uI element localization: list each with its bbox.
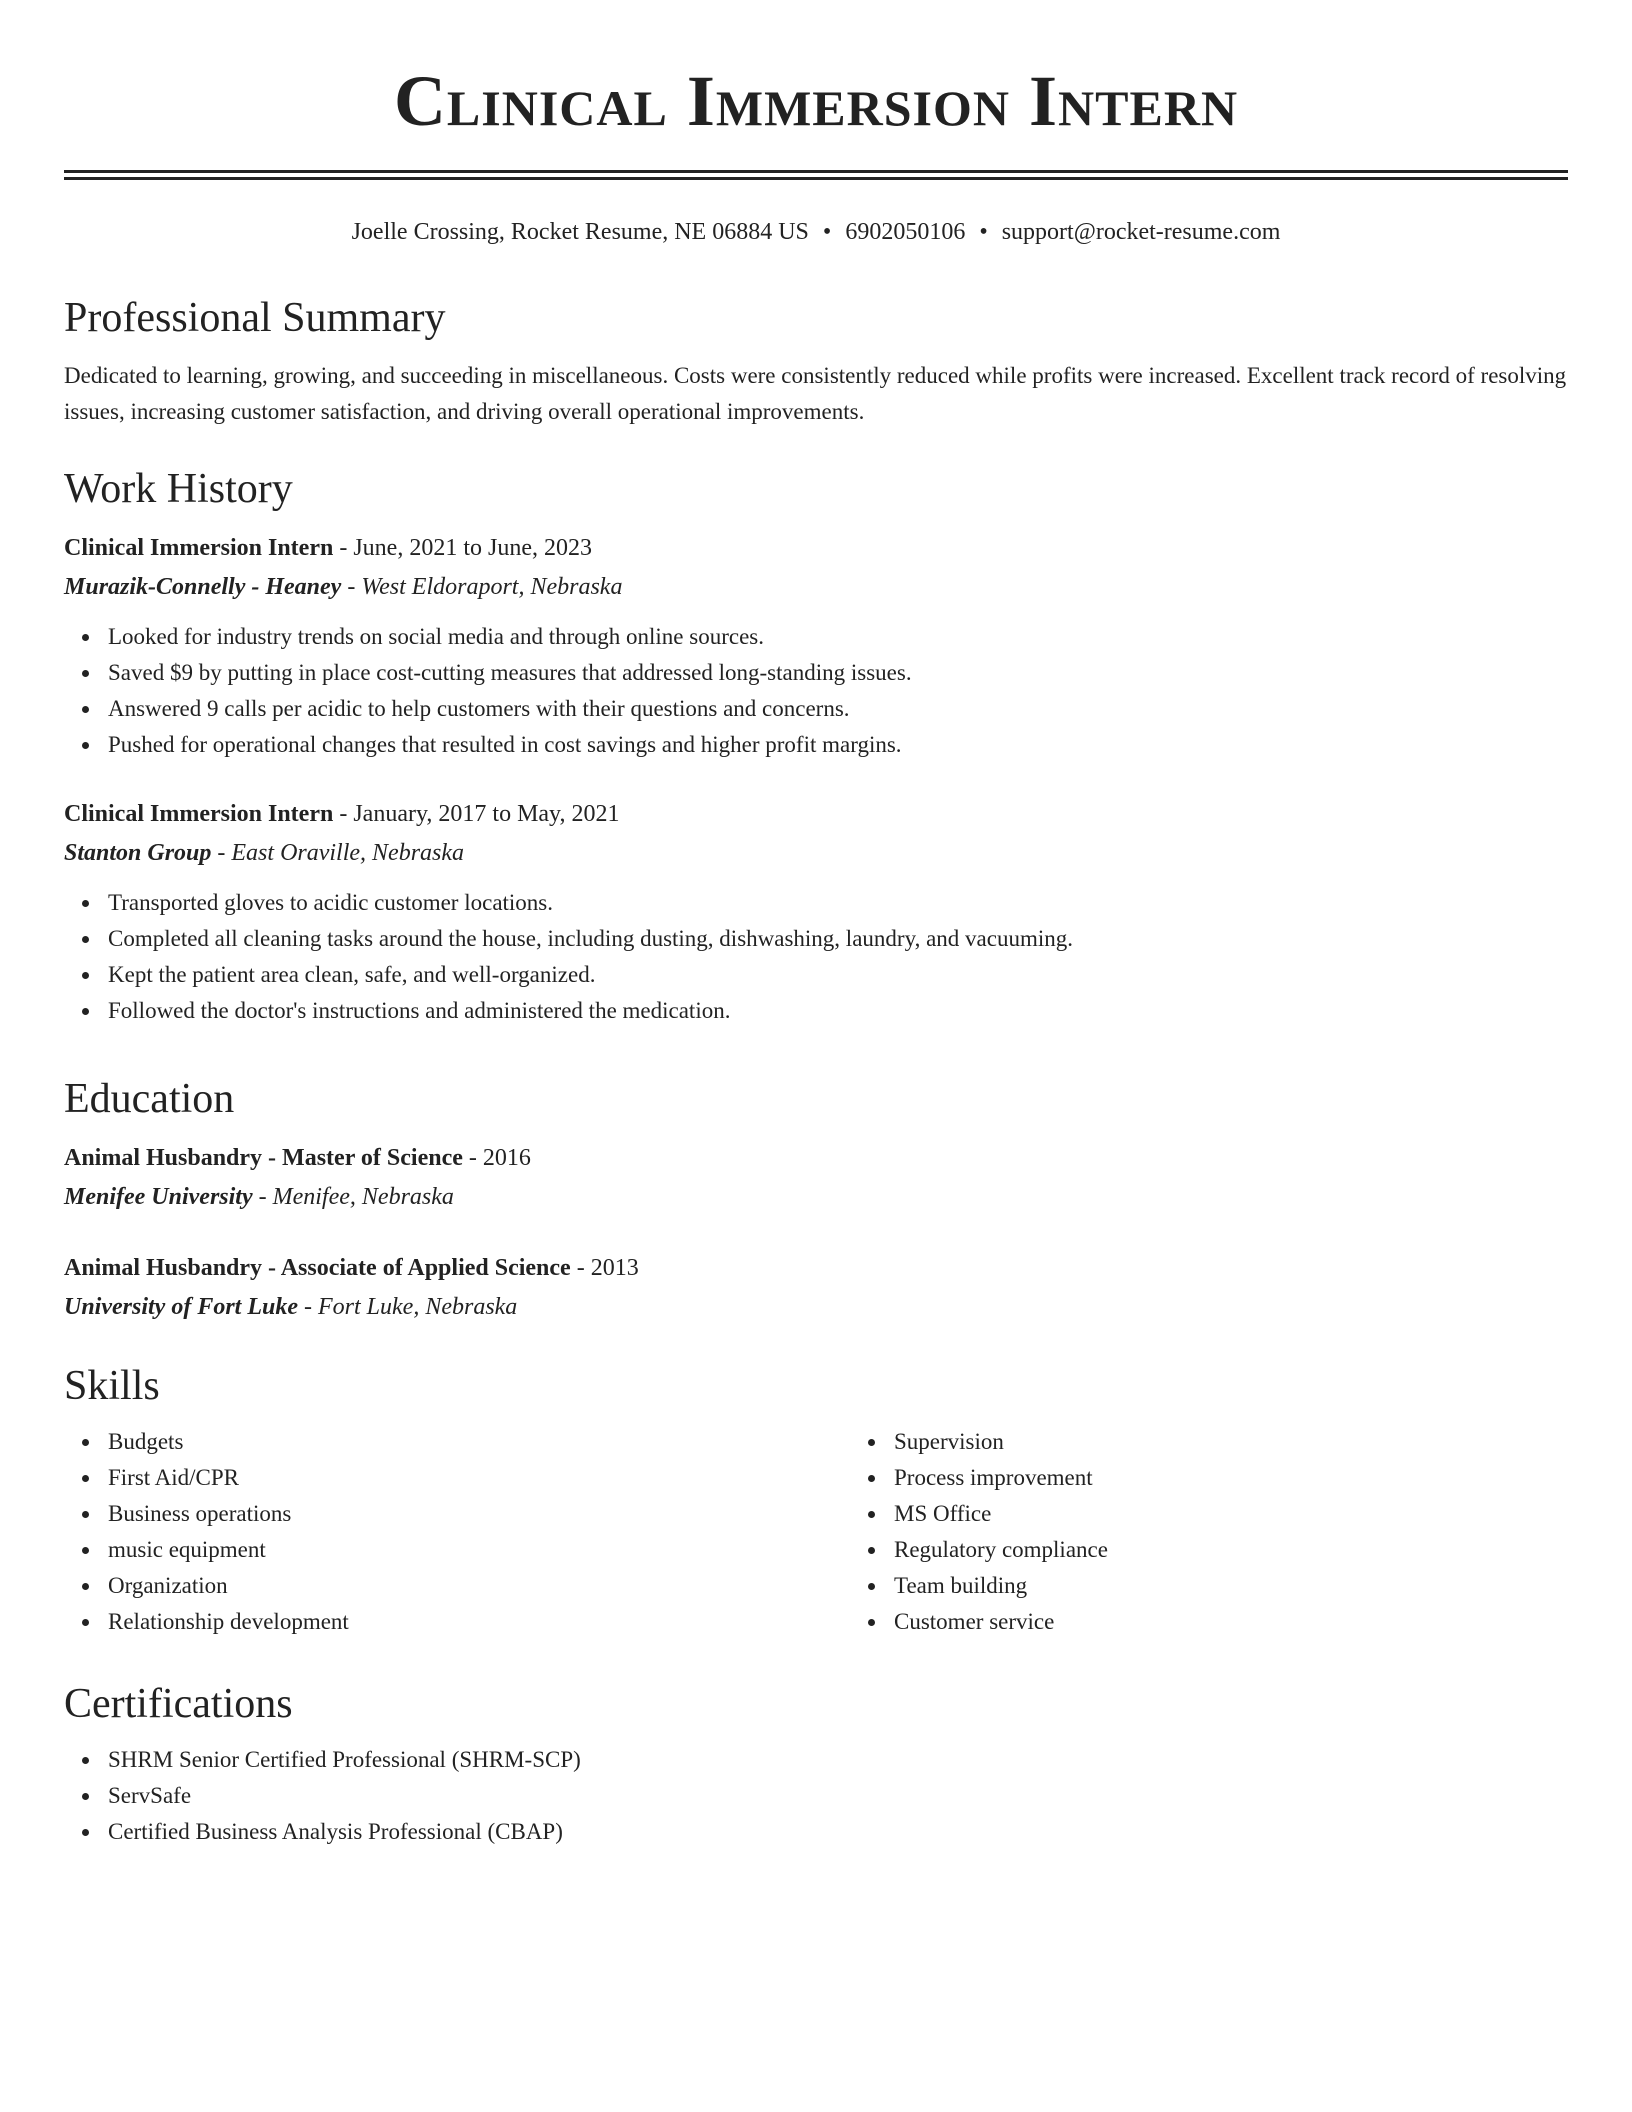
certifications-section bbox=[64, 1678, 581, 1850]
list-item: Business operations bbox=[108, 1496, 808, 1532]
job-employer bbox=[64, 567, 1073, 607]
education-heading bbox=[64, 1139, 639, 1177]
education-degree: Animal Husbandry - Master of Science bbox=[64, 1145, 463, 1171]
job-dates: - June, 2021 to June, 2023 bbox=[333, 535, 592, 561]
list-item: Followed the doctor's instructions and administered the medication. bbox=[108, 993, 1073, 1029]
list-item: ServSafe bbox=[108, 1778, 581, 1814]
job-location: - West Eldoraport, Nebraska bbox=[341, 574, 623, 600]
contact-line bbox=[64, 216, 1568, 248]
education-year: - 2013 bbox=[570, 1255, 639, 1281]
section-title-summary: Professional Summary bbox=[64, 295, 446, 341]
job-title: Clinical Immersion Intern bbox=[64, 801, 334, 827]
list-item: Looked for industry trends on social media and through online sources. bbox=[108, 619, 1073, 655]
education-entry bbox=[64, 1139, 639, 1217]
job-duties-list bbox=[64, 885, 1073, 1029]
skills-list-left bbox=[64, 1424, 808, 1640]
list-item: Budgets bbox=[108, 1424, 808, 1460]
contact-phone: 6902050106 bbox=[845, 219, 966, 245]
education-school: University of Fort Luke bbox=[64, 1294, 298, 1320]
list-item: SHRM Senior Certified Professional (SHRM-SCP) bbox=[108, 1742, 581, 1778]
education-school-line bbox=[64, 1177, 639, 1217]
certifications-list bbox=[64, 1742, 581, 1850]
list-item: Customer service bbox=[894, 1604, 1594, 1640]
list-item: Relationship development bbox=[108, 1604, 808, 1640]
list-item: Certified Business Analysis Professional (CBAP) bbox=[108, 1814, 581, 1850]
list-item: MS Office bbox=[894, 1496, 1594, 1532]
job-entry bbox=[64, 795, 1073, 1029]
job-company: Murazik-Connelly - Heaney bbox=[64, 574, 342, 600]
job-heading bbox=[64, 795, 1073, 833]
education-school-line bbox=[64, 1287, 639, 1327]
section-title-education: Education bbox=[64, 1076, 235, 1122]
work-history-section bbox=[64, 463, 1073, 1029]
section-title-skills: Skills bbox=[64, 1363, 160, 1409]
skills-section bbox=[64, 1360, 1594, 1640]
education-heading bbox=[64, 1249, 639, 1287]
section-title-work: Work History bbox=[64, 466, 293, 512]
list-item: music equipment bbox=[108, 1532, 808, 1568]
header-divider bbox=[64, 170, 1568, 180]
contact-separator: • bbox=[822, 219, 832, 245]
education-location: - Fort Luke, Nebraska bbox=[298, 1294, 518, 1320]
job-duties-list bbox=[64, 619, 1073, 763]
job-dates: - January, 2017 to May, 2021 bbox=[333, 801, 620, 827]
summary-text: Dedicated to learning, growing, and succeeding in miscellaneous. Costs were consistently reduced while profits were increased. Excellent track record of resolving issues, increasing customer satisfaction, and driving overall operational improvements. bbox=[64, 363, 1567, 424]
list-item: First Aid/CPR bbox=[108, 1460, 808, 1496]
summary-section bbox=[64, 292, 1568, 430]
list-item: Kept the patient area clean, safe, and well-organized. bbox=[108, 957, 1073, 993]
education-degree: Animal Husbandry - Associate of Applied Science bbox=[64, 1255, 571, 1281]
job-employer bbox=[64, 833, 1073, 873]
education-year: - 2016 bbox=[462, 1145, 531, 1171]
list-item: Supervision bbox=[894, 1424, 1594, 1460]
contact-email: support@rocket-resume.com bbox=[1001, 219, 1281, 245]
section-title-certifications: Certifications bbox=[64, 1681, 293, 1727]
contact-separator: • bbox=[979, 219, 988, 245]
contact-address: Joelle Crossing, Rocket Resume, NE 06884 US bbox=[351, 219, 809, 245]
education-section bbox=[64, 1073, 639, 1327]
skills-grid bbox=[64, 1424, 1594, 1640]
job-title: Clinical Immersion Intern bbox=[64, 535, 334, 561]
list-item: Process improvement bbox=[894, 1460, 1594, 1496]
list-item: Team building bbox=[894, 1568, 1594, 1604]
job-location: - East Oraville, Nebraska bbox=[211, 840, 465, 866]
list-item: Transported gloves to acidic customer locations. bbox=[108, 885, 1073, 921]
list-item: Pushed for operational changes that resulted in cost savings and higher profit margins. bbox=[108, 727, 1073, 763]
education-school: Menifee University bbox=[64, 1184, 253, 1210]
job-company: Stanton Group bbox=[64, 840, 212, 866]
skills-list-right bbox=[808, 1424, 1594, 1640]
job-heading bbox=[64, 529, 1073, 567]
education-entry bbox=[64, 1249, 639, 1327]
page-title: Clinical Immersion Intern bbox=[393, 61, 1239, 141]
list-item: Organization bbox=[108, 1568, 808, 1604]
list-item: Regulatory compliance bbox=[894, 1532, 1594, 1568]
list-item: Completed all cleaning tasks around the house, including dusting, dishwashing, laundry, and vacuuming. bbox=[108, 921, 1073, 957]
education-location: - Menifee, Nebraska bbox=[252, 1184, 454, 1210]
list-item: Saved $9 by putting in place cost-cutting measures that addressed long-standing issues. bbox=[108, 655, 1073, 691]
list-item: Answered 9 calls per acidic to help customers with their questions and concerns. bbox=[108, 691, 1073, 727]
job-entry bbox=[64, 529, 1073, 763]
